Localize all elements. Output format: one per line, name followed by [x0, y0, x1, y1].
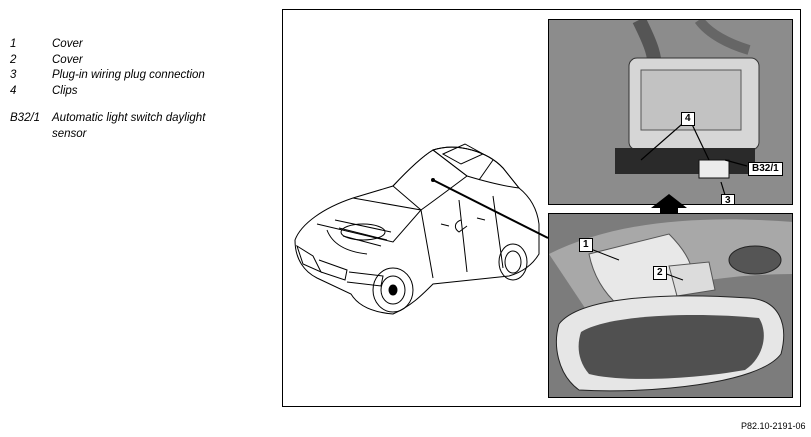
figure-frame: [282, 9, 801, 407]
legend-item-4: [10, 84, 227, 100]
legend-key: 1: [10, 38, 17, 50]
legend-item-1: [10, 37, 227, 53]
legend-item-2: [10, 53, 227, 69]
callout-2: 2: [653, 266, 667, 280]
legend-key: 2: [10, 53, 17, 66]
mirror-detail-photo: [548, 213, 793, 398]
up-arrow-icon: [651, 194, 687, 208]
legend-text: Clips: [52, 84, 78, 97]
legend-key: 4: [10, 84, 17, 97]
legend-spacer: [10, 99, 227, 111]
legend-item-sensor: [10, 111, 227, 142]
legend-text: Plug-in wiring plug connection: [52, 69, 205, 81]
callout-3: 3: [721, 194, 735, 205]
figure-reference: P82.10-2191-06: [741, 421, 806, 431]
legend: [10, 37, 227, 142]
legend-item-3: [10, 68, 227, 84]
legend-text: Cover: [52, 53, 83, 66]
sensor-detail-photo: [548, 19, 793, 205]
callout-b32-1: B32/1: [748, 162, 783, 176]
legend-text: Cover: [52, 38, 83, 50]
car-illustration: [283, 10, 553, 406]
callout-4: 4: [681, 112, 695, 126]
legend-text: Automatic light switch daylight sensor: [52, 112, 206, 140]
legend-key: B32/1: [10, 112, 41, 124]
callout-1: 1: [579, 238, 593, 252]
legend-key: 3: [10, 69, 17, 81]
